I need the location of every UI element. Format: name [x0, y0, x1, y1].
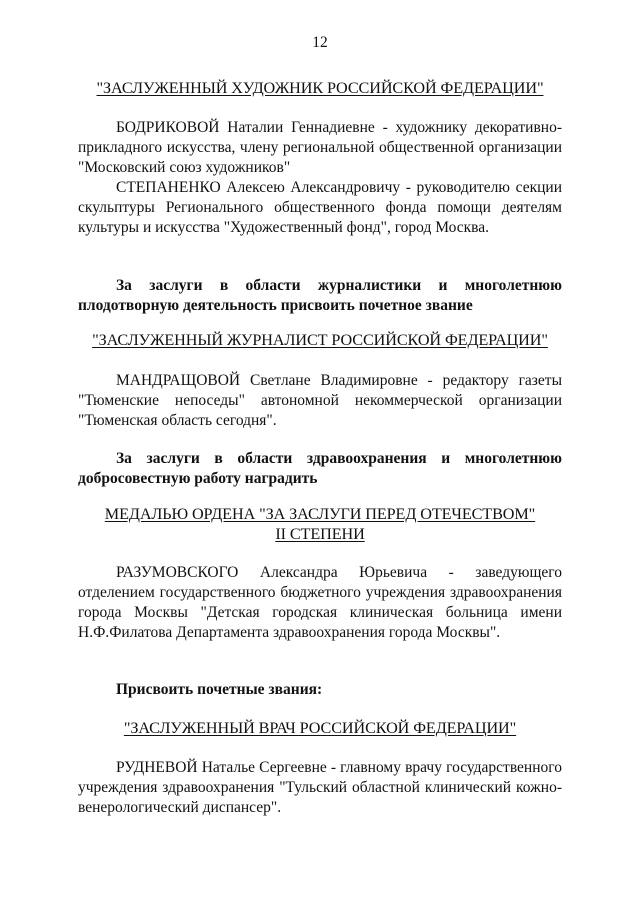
award-intro: За заслуги в области журналистики и многолетнюю плодотворную деятельность присвоить почетное звание [78, 277, 562, 314]
award-intro: За заслуги в области здравоохранения и многолетнюю добросовестную работу наградить [78, 450, 562, 487]
award-paragraph: МАНДРАЩОВОЙ Светлане Владимировне - редактору газеты "Тюменские непоседы" автономной некоммерческой организации "Тюменская область сегодня". [78, 372, 562, 429]
section-title-medal: МЕДАЛЬЮ ОРДЕНА "ЗА ЗАСЛУГИ ПЕРЕД ОТЕЧЕСТВОМ" II СТЕПЕНИ [104, 505, 536, 543]
page-number: 12 [312, 34, 328, 51]
award-paragraph: РУДНЕВОЙ Наталье Сергеевне - главному врачу государственного учреждения здравоохранения "Тульский областной клинический кожно-венерологический диспансер". [78, 759, 562, 816]
award-paragraph: БОДРИКОВОЙ Наталии Геннадиевне - художнику декоративно-прикладного искусства, члену региональной общественной организации "Московский союз художников" [78, 119, 562, 176]
section-title-doctor: "ЗАСЛУЖЕННЫЙ ВРАЧ РОССИЙСКОЙ ФЕДЕРАЦИИ" [123, 719, 517, 737]
award-paragraph: СТЕПАНЕНКО Алексею Александровичу - руководителю секции скульптуры Регионального общественного фонда помощи деятелям культуры и искусства "Художественный фонд", город Москва. [78, 179, 562, 236]
award-paragraph: РАЗУМОВСКОГО Александра Юрьевича - заведующего отделением государственного бюджетного учреждения здравоохранения города Москвы "Детская городская клиническая больница имени Н.Ф.Филатова Департамента здравоохранения города Москвы". [78, 564, 562, 641]
award-intro: Присвоить почетные звания: [116, 681, 323, 698]
section-title-journalist: "ЗАСЛУЖЕННЫЙ ЖУРНАЛИСТ РОССИЙСКОЙ ФЕДЕРАЦИИ" [92, 331, 548, 349]
section-title-artist: "ЗАСЛУЖЕННЫЙ ХУДОЖНИК РОССИЙСКОЙ ФЕДЕРАЦИИ" [96, 79, 544, 97]
